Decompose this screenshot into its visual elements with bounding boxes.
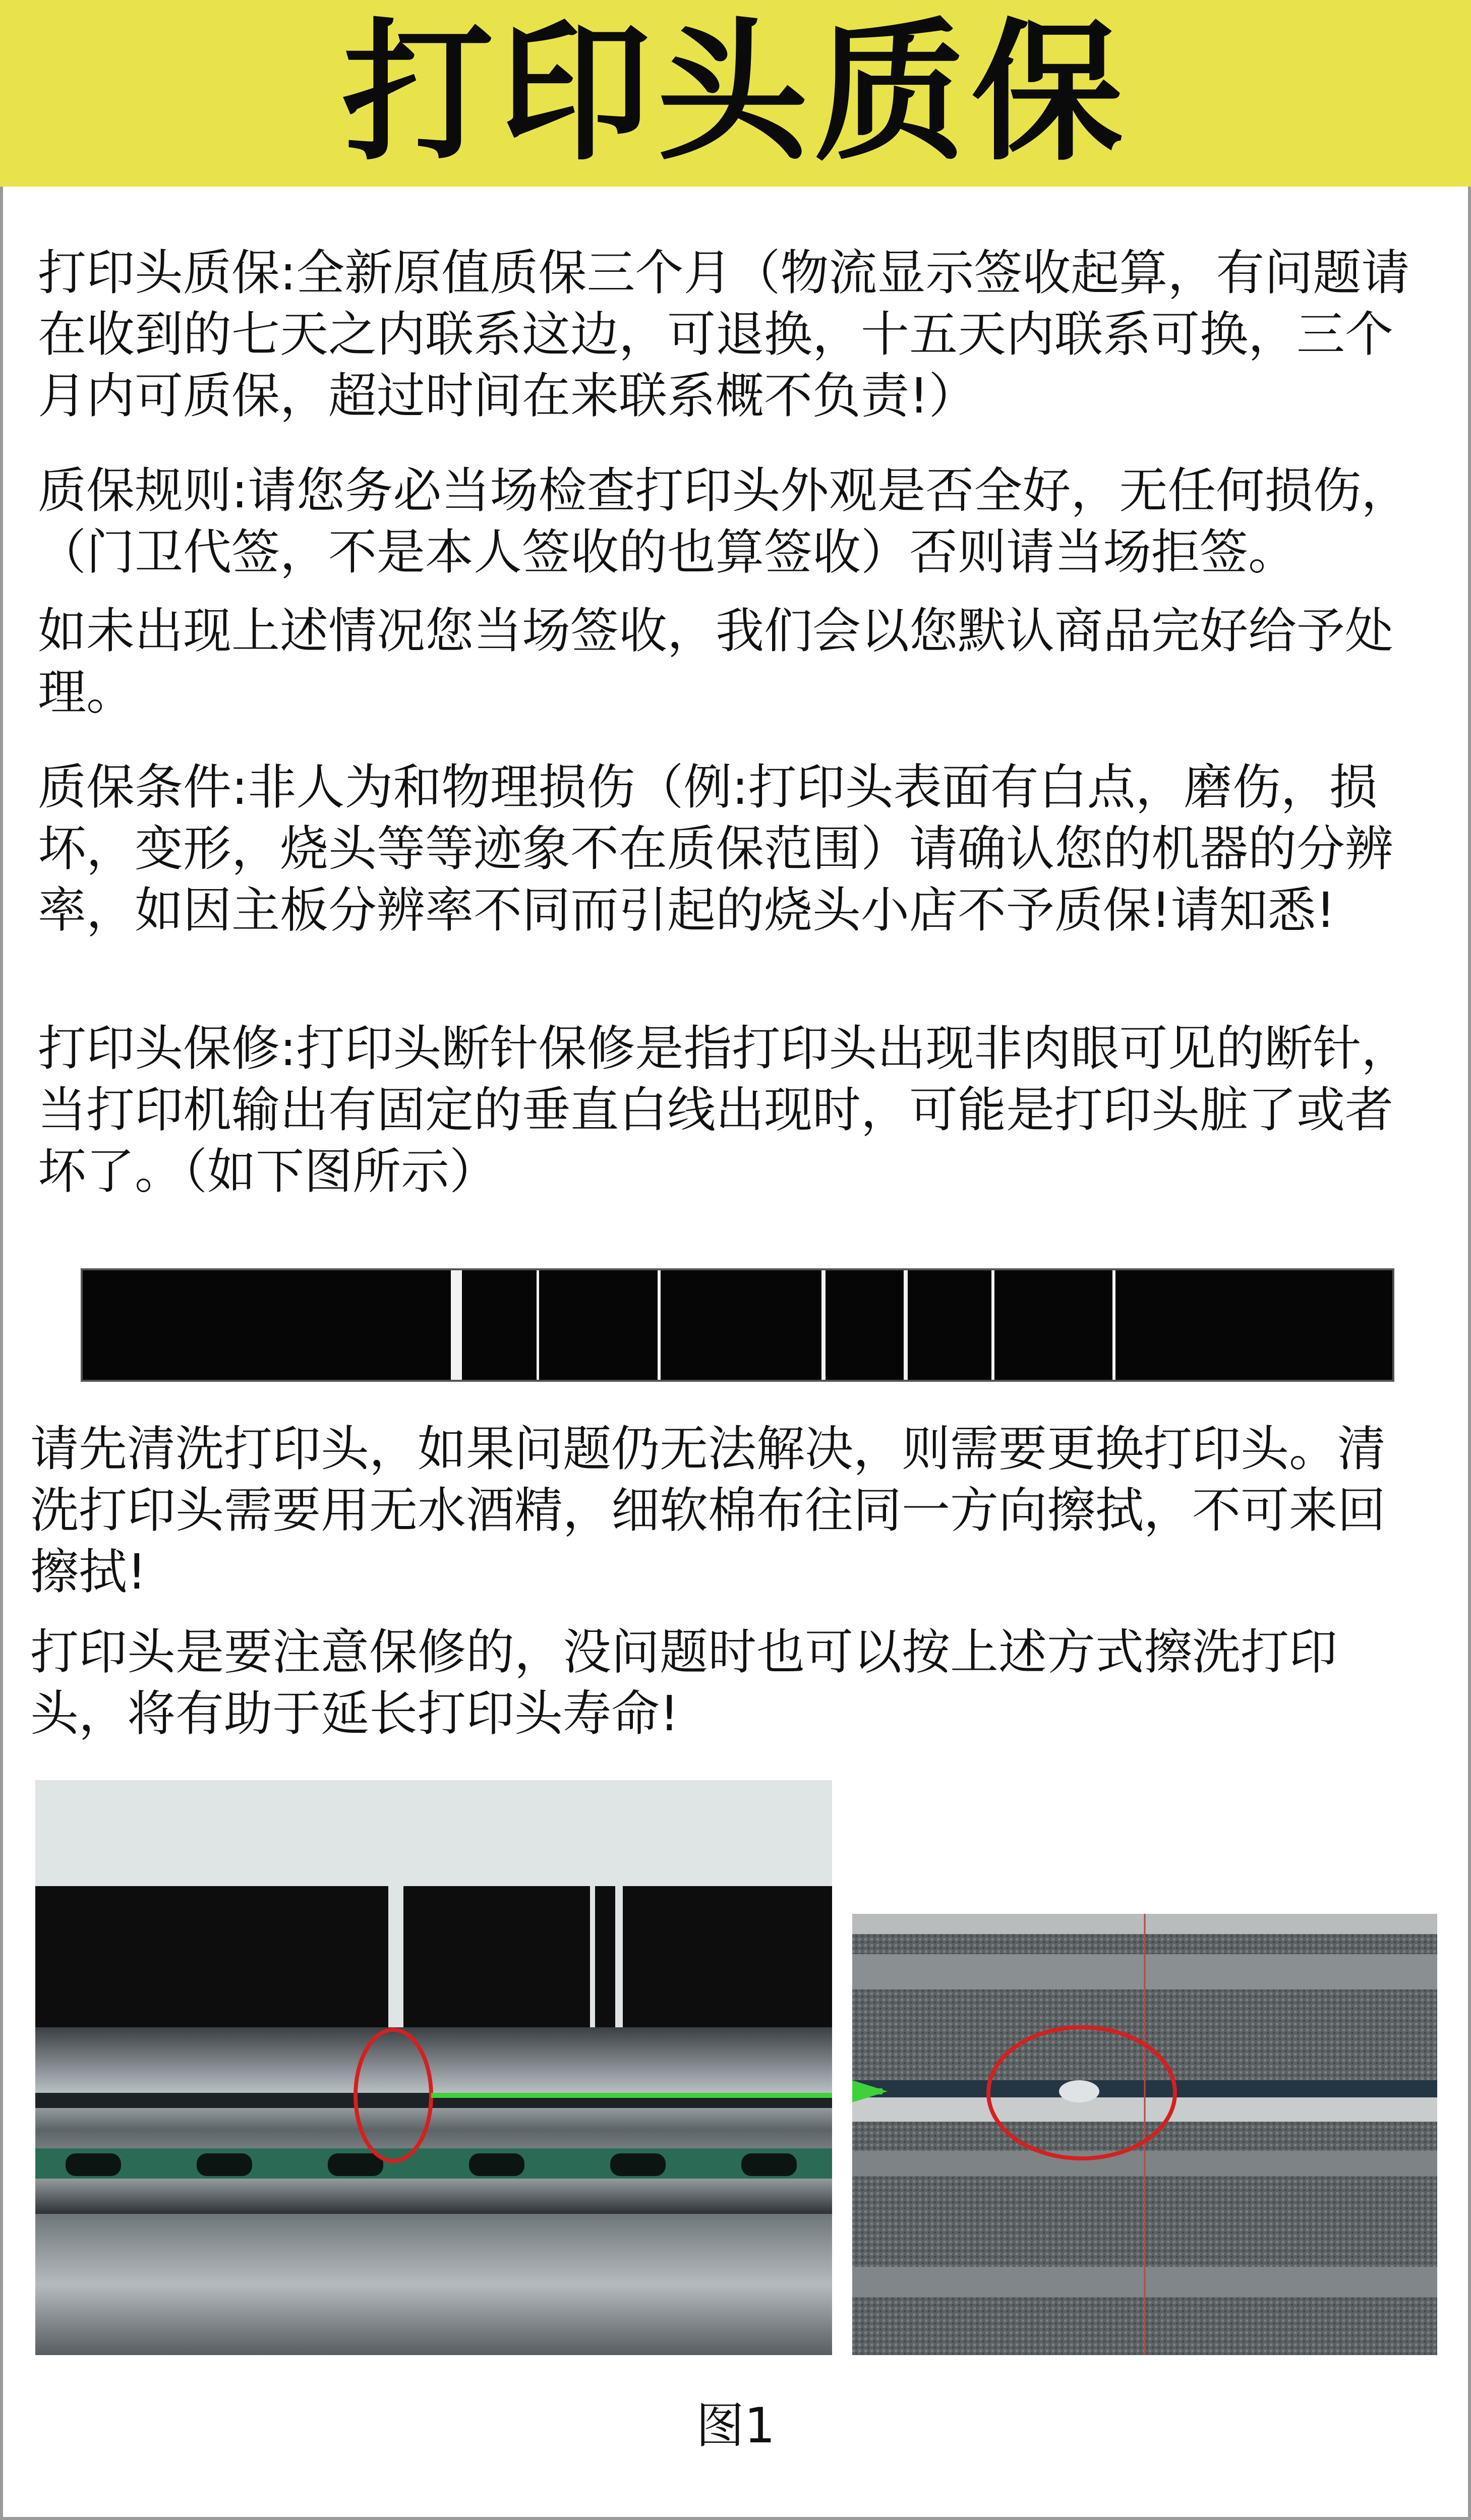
- white-line: [1112, 1270, 1115, 1380]
- magnified-photo-graphic: [852, 1914, 1437, 2355]
- test-print-strip: [81, 1268, 1394, 1382]
- printhead-photo-graphic: [35, 1780, 832, 2355]
- white-line: [991, 1270, 994, 1380]
- magnified-photo: [852, 1914, 1437, 2355]
- title-banner: [0, 0, 1471, 187]
- paragraph-warranty: 打印头质保:全新原值质保三个月（物流显示签收起算，有问题请在收到的七天之内联系这边，可退换，十五天内联系可换，三个月内可质保，超过时间在来联系概不负责!）: [38, 245, 1410, 424]
- paragraph-maintenance: 打印头是要注意保修的，没问题时也可以按上述方式擦洗打印头，将有助于延长打印头寿命!: [30, 1624, 1337, 1742]
- printhead-photo: [35, 1780, 832, 2355]
- figure-caption: 图1: [695, 2397, 776, 2454]
- white-line: [658, 1270, 661, 1380]
- paragraph-repair: 打印头保修:打印头断针保修是指打印头出现非肉眼可见的断针，当打印机输出有固定的垂直白线出现时，可能是打印头脏了或者坏了。（如下图所示）: [38, 1020, 1410, 1200]
- white-line: [904, 1270, 908, 1380]
- paragraph-acceptance: 如未出现上述情况您当场签收，我们会以您默认商品完好给予处理。: [38, 603, 1393, 721]
- white-line: [821, 1270, 826, 1380]
- page-title: 打印头质保: [342, 5, 1129, 181]
- paragraph-cleaning: 请先清洗打印头，如果问题仍无法解决，则需要更换打印头。清洗打印头需要用无水酒精，细软棉布往同一方向擦拭，不可来回擦拭!: [30, 1421, 1386, 1600]
- white-line: [451, 1270, 462, 1380]
- paragraph-conditions: 质保条件:非人为和物理损伤（例:打印头表面有白点，磨伤，损坏，变形，烧头等等迹象不在质保范围）请确认您的机器的分辨率，如因主板分辨率不同而引起的烧头小店不予质保!请知悉!: [38, 759, 1393, 939]
- paragraph-rules: 质保规则:请您务必当场检查打印头外观是否全好，无任何损伤，（门卫代签，不是本人签收的也算签收）否则请当场拒签。: [38, 462, 1410, 580]
- white-line: [537, 1270, 539, 1380]
